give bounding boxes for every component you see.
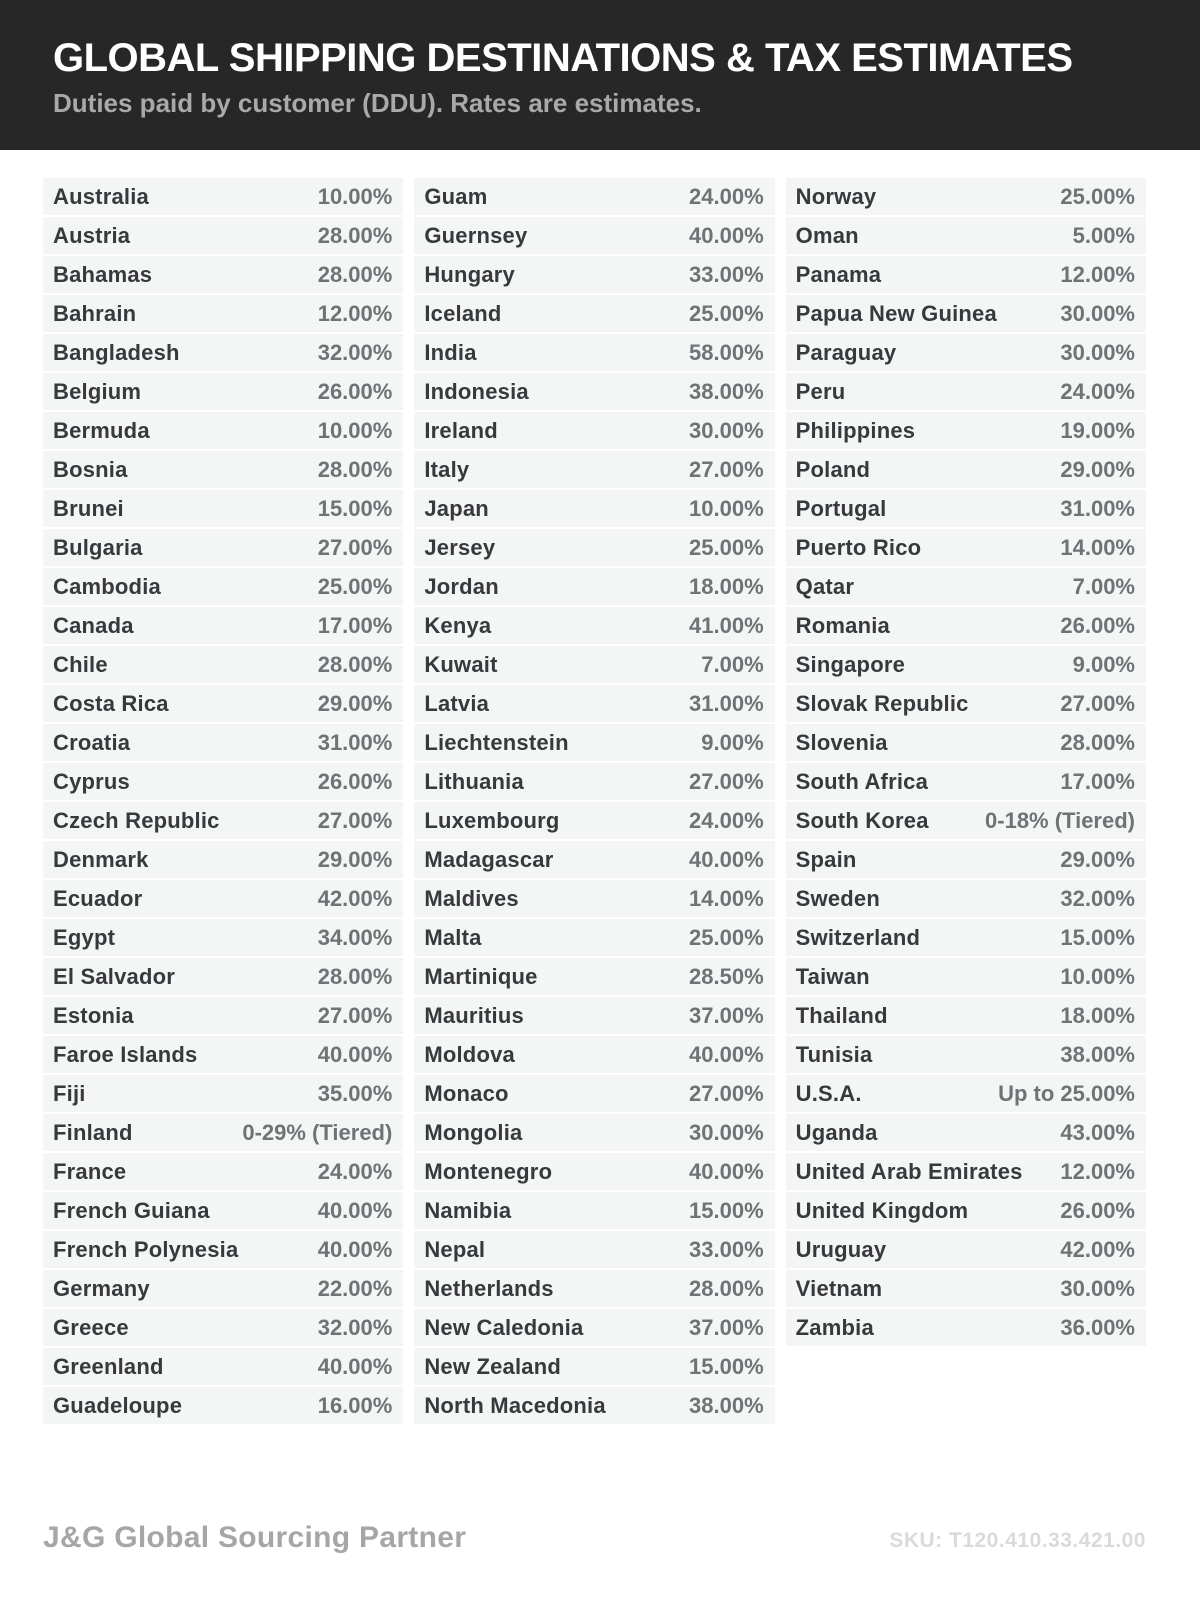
country-name: Liechtenstein <box>424 729 569 755</box>
country-name: Chile <box>53 651 108 677</box>
tax-rate: 18.00% <box>1060 1002 1135 1028</box>
rate-row <box>786 1309 1146 1346</box>
rate-row <box>786 529 1146 566</box>
rate-row <box>43 880 403 917</box>
rate-row <box>414 217 774 254</box>
country-name: Mauritius <box>424 1002 524 1028</box>
tax-rate: 38.00% <box>689 378 764 404</box>
tax-rate: 40.00% <box>689 1158 764 1184</box>
tax-rate: 15.00% <box>317 495 393 521</box>
country-name: Ecuador <box>53 885 143 911</box>
country-name: Philippines <box>795 417 916 443</box>
tax-rate: 15.00% <box>689 1353 764 1379</box>
country-name: Jordan <box>424 573 499 599</box>
tax-rate: 24.00% <box>689 183 764 209</box>
tax-rate: 26.00% <box>317 768 393 794</box>
rate-row <box>414 1075 774 1112</box>
tax-rate: 33.00% <box>689 1236 764 1262</box>
tax-rate: 27.00% <box>689 1080 764 1106</box>
country-name: Norway <box>795 183 877 209</box>
country-name: Guadeloupe <box>53 1392 183 1418</box>
tax-rate: 43.00% <box>1060 1119 1135 1145</box>
rate-row <box>414 919 774 956</box>
brand-text: J&G Global Sourcing Partner <box>43 1521 467 1554</box>
rate-row <box>43 529 403 566</box>
tax-rate: 31.00% <box>689 690 764 716</box>
country-name: Bahrain <box>53 300 137 326</box>
tax-rate: 38.00% <box>689 1392 764 1418</box>
tax-rate: 41.00% <box>689 612 764 638</box>
tax-rate: 28.00% <box>1060 729 1135 755</box>
country-name: Tunisia <box>795 1041 873 1067</box>
country-name: Poland <box>795 456 871 482</box>
rate-row <box>43 997 403 1034</box>
tax-rate: 25.00% <box>317 573 393 599</box>
tax-rate: 12.00% <box>1060 261 1135 287</box>
rate-row <box>414 1270 774 1307</box>
tax-rate: 24.00% <box>1060 378 1135 404</box>
country-name: Zambia <box>795 1314 874 1340</box>
country-name: Greenland <box>53 1353 164 1379</box>
tax-rate: 29.00% <box>317 690 393 716</box>
country-name: Netherlands <box>424 1275 554 1301</box>
country-name: Madagascar <box>424 846 554 872</box>
country-name: Belgium <box>53 378 142 404</box>
rate-row <box>786 841 1146 878</box>
tax-rate: 33.00% <box>689 261 764 287</box>
rate-row <box>786 1036 1146 1073</box>
country-name: Switzerland <box>795 924 921 950</box>
country-name: Canada <box>53 612 134 638</box>
tax-rate: 29.00% <box>1060 456 1135 482</box>
tax-rate: 25.00% <box>689 924 764 950</box>
country-name: Spain <box>795 846 857 872</box>
country-name: Portugal <box>795 495 887 521</box>
tax-rate: 58.00% <box>689 339 764 365</box>
country-name: South Africa <box>795 768 929 794</box>
rate-row <box>414 295 774 332</box>
rate-row <box>43 1075 403 1112</box>
rate-row <box>414 568 774 605</box>
tax-rate: 31.00% <box>317 729 393 755</box>
country-name: Denmark <box>53 846 149 872</box>
tax-rate: 24.00% <box>689 807 764 833</box>
rate-row <box>786 334 1146 371</box>
tax-rate: 17.00% <box>1060 768 1135 794</box>
rate-row <box>414 607 774 644</box>
tax-rate: 15.00% <box>1060 924 1135 950</box>
country-name: Bulgaria <box>53 534 143 560</box>
tax-rate: 28.00% <box>317 261 393 287</box>
country-name: Sweden <box>795 885 880 911</box>
country-name: Bosnia <box>53 456 128 482</box>
tax-rate: 28.00% <box>317 651 393 677</box>
rate-row <box>414 1309 774 1346</box>
rate-row <box>43 1114 403 1151</box>
rate-row <box>43 217 403 254</box>
country-name: Romania <box>795 612 890 638</box>
rate-row <box>786 178 1146 215</box>
country-name: Bermuda <box>53 417 150 443</box>
tax-rate: 15.00% <box>689 1197 764 1223</box>
tax-rate: 9.00% <box>1072 651 1135 677</box>
rate-row <box>43 1348 403 1385</box>
rate-row <box>414 1036 774 1073</box>
rate-row <box>786 802 1146 839</box>
tax-rate: 25.00% <box>1060 183 1135 209</box>
country-name: North Macedonia <box>424 1392 606 1418</box>
country-name: Nepal <box>424 1236 486 1262</box>
rate-row <box>414 1387 774 1424</box>
country-name: French Polynesia <box>53 1236 239 1262</box>
rate-row <box>786 646 1146 683</box>
tax-rate: 12.00% <box>317 300 393 326</box>
tax-rate: 37.00% <box>689 1314 764 1340</box>
rate-row <box>414 373 774 410</box>
tax-rate: 5.00% <box>1072 222 1135 248</box>
tax-rate: 26.00% <box>1060 1197 1135 1223</box>
country-name: Austria <box>53 222 131 248</box>
country-name: Jersey <box>424 534 496 560</box>
rate-row <box>43 451 403 488</box>
country-name: Malta <box>424 924 482 950</box>
tax-rate: 12.00% <box>1060 1158 1135 1184</box>
rate-row <box>786 763 1146 800</box>
country-name: Latvia <box>424 690 490 716</box>
tax-rate: 40.00% <box>689 222 764 248</box>
tax-rate: 17.00% <box>317 612 393 638</box>
tax-rate: 28.00% <box>317 963 393 989</box>
tax-rate: 28.00% <box>689 1275 764 1301</box>
rates-column-2 <box>414 178 774 1426</box>
rate-row <box>43 334 403 371</box>
tax-rate: 30.00% <box>1060 339 1135 365</box>
tax-rate: 18.00% <box>689 573 764 599</box>
rate-row <box>414 1348 774 1385</box>
tax-rate: 35.00% <box>317 1080 393 1106</box>
rate-row <box>414 178 774 215</box>
tax-rate: 27.00% <box>689 456 764 482</box>
rate-row <box>414 334 774 371</box>
rate-row <box>43 1309 403 1346</box>
rate-row <box>414 763 774 800</box>
tax-rate: 42.00% <box>317 885 393 911</box>
rate-row <box>43 490 403 527</box>
tax-rate: 40.00% <box>317 1197 393 1223</box>
country-name: Namibia <box>424 1197 512 1223</box>
country-name: Cyprus <box>53 768 130 794</box>
rate-row <box>414 997 774 1034</box>
tax-rate: 7.00% <box>701 651 764 677</box>
rate-row <box>414 256 774 293</box>
rate-row <box>786 412 1146 449</box>
country-name: Egypt <box>53 924 116 950</box>
country-name: New Caledonia <box>424 1314 584 1340</box>
rate-row <box>414 646 774 683</box>
country-name: Faroe Islands <box>53 1041 198 1067</box>
country-name: Taiwan <box>795 963 870 989</box>
country-name: Indonesia <box>424 378 529 404</box>
tax-rate: 10.00% <box>1060 963 1135 989</box>
rate-row <box>414 685 774 722</box>
rate-row <box>43 256 403 293</box>
country-name: Italy <box>424 456 470 482</box>
rate-row <box>43 295 403 332</box>
rate-row <box>414 1153 774 1190</box>
rate-row <box>43 646 403 683</box>
country-name: United Kingdom <box>795 1197 969 1223</box>
country-name: Kenya <box>424 612 492 638</box>
country-name: India <box>424 339 477 365</box>
tax-rate: 30.00% <box>689 1119 764 1145</box>
rate-row <box>786 958 1146 995</box>
rate-row <box>43 1153 403 1190</box>
rate-row <box>786 919 1146 956</box>
rate-row <box>43 1270 403 1307</box>
country-name: Kuwait <box>424 651 498 677</box>
tax-rate: 37.00% <box>689 1002 764 1028</box>
country-name: Luxembourg <box>424 807 560 833</box>
rate-row <box>43 841 403 878</box>
rate-row <box>43 607 403 644</box>
rate-row <box>43 1387 403 1424</box>
page-title: GLOBAL SHIPPING DESTINATIONS & TAX ESTIMATES <box>53 36 1073 80</box>
country-name: Fiji <box>53 1080 86 1106</box>
tax-rate: 42.00% <box>1060 1236 1135 1262</box>
tax-rate: 38.00% <box>1060 1041 1135 1067</box>
rate-row <box>414 724 774 761</box>
country-name: Monaco <box>424 1080 509 1106</box>
tax-rate: 27.00% <box>317 534 393 560</box>
country-name: Montenegro <box>424 1158 553 1184</box>
country-name: Iceland <box>424 300 502 326</box>
rate-row <box>414 451 774 488</box>
country-name: Bahamas <box>53 261 153 287</box>
rate-row <box>786 1075 1146 1112</box>
country-name: Oman <box>795 222 859 248</box>
rate-row <box>414 802 774 839</box>
country-name: Puerto Rico <box>795 534 922 560</box>
tax-rate: 34.00% <box>317 924 393 950</box>
rates-column-3 <box>786 178 1146 1348</box>
country-name: Greece <box>53 1314 129 1340</box>
country-name: Martinique <box>424 963 538 989</box>
country-name: Croatia <box>53 729 131 755</box>
rate-row <box>786 373 1146 410</box>
tax-rate: 28.50% <box>689 963 764 989</box>
country-name: Germany <box>53 1275 150 1301</box>
country-name: Guam <box>424 183 488 209</box>
tax-rate: 36.00% <box>1060 1314 1135 1340</box>
tax-rate: 28.00% <box>317 456 393 482</box>
rate-row <box>414 1231 774 1268</box>
country-name: Peru <box>795 378 846 404</box>
rate-row <box>43 763 403 800</box>
tax-rate: 40.00% <box>689 846 764 872</box>
country-name: Cambodia <box>53 573 161 599</box>
rate-row <box>786 451 1146 488</box>
country-name: French Guiana <box>53 1197 210 1223</box>
rate-row <box>414 958 774 995</box>
country-name: Moldova <box>424 1041 515 1067</box>
rate-row <box>43 1231 403 1268</box>
country-name: Papua New Guinea <box>795 300 997 326</box>
tax-rate: 28.00% <box>317 222 393 248</box>
footer <box>43 1521 1146 1555</box>
tax-rate: 32.00% <box>1060 885 1135 911</box>
country-name: United Arab Emirates <box>795 1158 1023 1184</box>
tax-rate: 7.00% <box>1072 573 1135 599</box>
tax-rate: 25.00% <box>689 534 764 560</box>
tax-rate: 29.00% <box>1060 846 1135 872</box>
rate-row <box>786 256 1146 293</box>
rate-row <box>43 1036 403 1073</box>
rate-row <box>414 412 774 449</box>
rate-row <box>43 958 403 995</box>
rate-row <box>414 490 774 527</box>
rate-row <box>786 490 1146 527</box>
country-name: Australia <box>53 183 149 209</box>
tax-rate: 30.00% <box>1060 1275 1135 1301</box>
tax-rate: 14.00% <box>1060 534 1135 560</box>
rate-row <box>43 802 403 839</box>
rates-column-1 <box>43 178 403 1426</box>
rate-row <box>786 685 1146 722</box>
tax-rate: 40.00% <box>689 1041 764 1067</box>
rate-row <box>786 607 1146 644</box>
rate-row <box>786 1114 1146 1151</box>
rate-row <box>786 1153 1146 1190</box>
rate-row <box>786 568 1146 605</box>
tax-rate: 32.00% <box>317 339 393 365</box>
country-name: Slovenia <box>795 729 888 755</box>
tax-rate: 32.00% <box>317 1314 393 1340</box>
country-name: Lithuania <box>424 768 524 794</box>
country-name: Czech Republic <box>53 807 220 833</box>
country-name: Japan <box>424 495 489 521</box>
tax-rate: 30.00% <box>689 417 764 443</box>
rate-row <box>414 529 774 566</box>
tax-rate: 10.00% <box>317 183 393 209</box>
tax-rate: 10.00% <box>317 417 393 443</box>
tax-rate: 26.00% <box>1060 612 1135 638</box>
rate-row <box>43 373 403 410</box>
country-name: Estonia <box>53 1002 134 1028</box>
rate-row <box>414 880 774 917</box>
rate-row <box>786 724 1146 761</box>
tax-rate: 0-18% (Tiered) <box>985 807 1135 833</box>
tax-rate: 40.00% <box>317 1041 393 1067</box>
tax-rate: 27.00% <box>317 807 393 833</box>
tax-rate: 19.00% <box>1060 417 1135 443</box>
country-name: Guernsey <box>424 222 528 248</box>
tax-rate: 30.00% <box>1060 300 1135 326</box>
tax-rate: 22.00% <box>317 1275 393 1301</box>
page-subtitle: Duties paid by customer (DDU). Rates are estimates. <box>53 88 702 118</box>
rate-row <box>786 295 1146 332</box>
rate-row <box>414 1114 774 1151</box>
country-name: U.S.A. <box>795 1080 862 1106</box>
tax-rate: 40.00% <box>317 1353 393 1379</box>
tax-rate: 27.00% <box>1060 690 1135 716</box>
country-name: Uruguay <box>795 1236 887 1262</box>
country-name: Ireland <box>424 417 498 443</box>
tax-rate: 10.00% <box>689 495 764 521</box>
country-name: Uganda <box>795 1119 878 1145</box>
country-name: Costa Rica <box>53 690 169 716</box>
tax-rate: 25.00% <box>689 300 764 326</box>
rate-row <box>43 919 403 956</box>
tax-rate: 14.00% <box>689 885 764 911</box>
rate-row <box>786 1231 1146 1268</box>
sku-text: SKU: T120.410.33.421.00 <box>889 1529 1146 1552</box>
country-name: Bangladesh <box>53 339 180 365</box>
country-name: Panama <box>795 261 882 287</box>
rate-row <box>786 1270 1146 1307</box>
tax-rate: 27.00% <box>689 768 764 794</box>
country-name: Qatar <box>795 573 855 599</box>
rate-row <box>43 178 403 215</box>
tax-rate: 26.00% <box>317 378 393 404</box>
rate-row <box>43 724 403 761</box>
tax-rate: 29.00% <box>317 846 393 872</box>
rate-row <box>786 997 1146 1034</box>
country-name: Singapore <box>795 651 906 677</box>
country-name: Thailand <box>795 1002 888 1028</box>
tax-rate: Up to 25.00% <box>998 1080 1135 1106</box>
rate-row <box>786 880 1146 917</box>
tax-rate: 40.00% <box>317 1236 393 1262</box>
tax-rate: 0-29% (Tiered) <box>242 1119 393 1145</box>
country-name: Paraguay <box>795 339 897 365</box>
rate-row <box>43 685 403 722</box>
country-name: Vietnam <box>795 1275 883 1301</box>
country-name: France <box>53 1158 127 1184</box>
rate-row <box>43 568 403 605</box>
country-name: Maldives <box>424 885 519 911</box>
rate-row <box>43 412 403 449</box>
tax-rate: 27.00% <box>317 1002 393 1028</box>
country-name: South Korea <box>795 807 929 833</box>
country-name: New Zealand <box>424 1353 562 1379</box>
header-banner <box>0 0 1200 150</box>
tax-rate: 9.00% <box>701 729 764 755</box>
rate-row <box>414 841 774 878</box>
country-name: Slovak Republic <box>795 690 969 716</box>
rate-row <box>786 1192 1146 1229</box>
country-name: Brunei <box>53 495 124 521</box>
rate-row <box>414 1192 774 1229</box>
country-name: Finland <box>53 1119 133 1145</box>
country-name: Mongolia <box>424 1119 523 1145</box>
rates-table <box>43 178 1146 1426</box>
tax-rate: 31.00% <box>1060 495 1135 521</box>
country-name: Hungary <box>424 261 515 287</box>
country-name: El Salvador <box>53 963 176 989</box>
tax-rate: 16.00% <box>317 1392 393 1418</box>
tax-rate: 24.00% <box>317 1158 393 1184</box>
rate-row <box>786 217 1146 254</box>
rate-row <box>43 1192 403 1229</box>
